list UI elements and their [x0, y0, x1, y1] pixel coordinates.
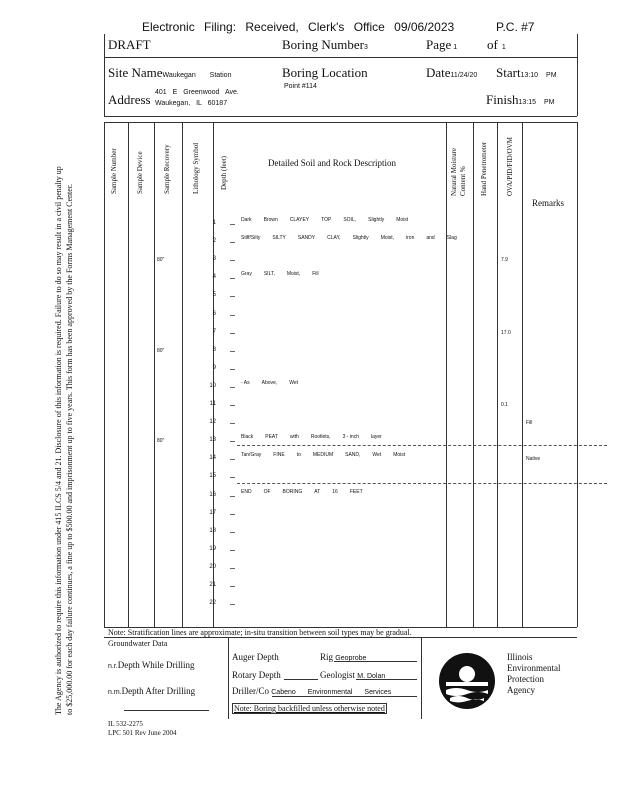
depth-tick — [230, 224, 235, 225]
driller-label: Driller/Co Cabeno Environmental Services — [232, 686, 392, 696]
side-notice-line2: to $25,000.00 for each day failure continues, a fine up to $500.00 and imprisonment up to five years. This form has been approved by the Forms Management Center. — [65, 183, 74, 715]
depth-tick — [230, 496, 235, 497]
col-moisture: Natural Moisture Content % — [450, 147, 467, 196]
depth-tick — [230, 514, 235, 515]
description-word: PEAT — [265, 434, 278, 441]
description-row — [241, 217, 420, 223]
col-sample-recovery: Sample Recovery — [163, 144, 171, 194]
description-word: CLAY, — [327, 235, 341, 242]
address-label: Address — [108, 92, 151, 107]
stratification-line — [237, 445, 607, 446]
side-notice-line1: The Agency is authorized to require this information under 415 ILCS 5/4 and 21. Disclosure of this information is required. Failure to do so may result in a civil penalty up — [54, 166, 63, 715]
depth-tick — [230, 387, 235, 388]
remark-value: Fill — [526, 420, 533, 427]
stratification-line — [237, 483, 607, 484]
description-word: Black — [241, 434, 254, 441]
site-name-label: Site NameWaukegan Station — [108, 65, 232, 80]
depth-label: 8 — [212, 346, 216, 353]
description-word: Stiff/Silty — [241, 235, 261, 242]
depth-tick — [230, 459, 235, 460]
boring-number-label: Boring Number3 — [282, 37, 368, 52]
draft-label: DRAFT — [108, 37, 151, 52]
description-word: iron — [406, 235, 415, 242]
auger-depth-label: Auger Depth — [232, 652, 279, 662]
description-word: Rootlets, — [310, 434, 331, 441]
depth-label: 22 — [209, 600, 216, 607]
description-word: OF — [263, 488, 271, 495]
description-word: Wet — [372, 452, 382, 459]
ova-reading: 17.0 — [501, 329, 511, 336]
description-word: Tan/Gray — [241, 452, 262, 459]
rotary-depth-label: Rotary Depth — [232, 670, 281, 680]
depth-tick — [230, 242, 235, 243]
pc-number: P.C. #7 — [496, 20, 535, 34]
form-revision: LPC 501 Rev June 2004 — [108, 729, 177, 737]
finish-label: Finish13:15 PM — [486, 92, 555, 107]
depth-label: 3 — [212, 256, 216, 263]
depth-label: 20 — [209, 563, 216, 570]
col-sample-device: Sample Device — [136, 151, 144, 194]
depth-tick — [230, 604, 235, 605]
depth-after-drilling: n.m.Depth After Drilling — [108, 686, 196, 696]
of-label: of 1 — [487, 37, 506, 52]
description-word: SILTY — [272, 235, 286, 242]
remark-value: Native — [526, 456, 541, 463]
description-row — [241, 452, 417, 458]
depth-label: 15 — [209, 473, 216, 480]
description-word: TOP — [321, 217, 332, 223]
description-word: Dark — [241, 217, 252, 223]
address-line2: Waukegan, IL 60187 — [155, 100, 228, 107]
depth-label: 16 — [209, 491, 216, 498]
col-penetrometer: Hand Penetrometer — [480, 141, 488, 196]
ova-reading: 0.1 — [501, 402, 508, 408]
page-value: 1 — [453, 44, 458, 51]
depth-label: 1 — [212, 220, 216, 226]
description-word: Moist, — [380, 235, 395, 242]
depth-label: 4 — [212, 274, 216, 281]
depth-tick — [230, 333, 235, 334]
description-word: Fill — [312, 271, 319, 278]
description-row — [241, 271, 331, 277]
depth-label: 21 — [209, 582, 216, 588]
depth-tick — [230, 441, 235, 442]
iepa-logo — [438, 652, 496, 715]
geologist-label: Geologist M. Dolan — [320, 670, 386, 680]
depth-tick — [230, 477, 235, 478]
depth-tick — [230, 260, 235, 261]
depth-label: 11 — [209, 401, 216, 407]
depth-tick — [230, 532, 235, 533]
depth-tick — [230, 351, 235, 352]
col-remarks: Remarks — [532, 198, 564, 208]
rig-value: Geoprobe — [335, 655, 367, 662]
depth-tick — [230, 296, 235, 297]
start-label: Start13:10 PM — [496, 65, 557, 80]
depth-label: 19 — [209, 545, 216, 552]
boring-number-value: 3 — [363, 44, 368, 51]
sample-recovery-value: 80" — [157, 347, 165, 354]
col-ova: OVA/PID/FID/OVM — [506, 137, 514, 196]
col-description: Detailed Soil and Rock Description — [268, 158, 396, 168]
depth-tick — [230, 586, 235, 587]
start-value: 13:10 PM — [520, 72, 557, 79]
description-word: to — [296, 452, 301, 459]
depth-tick — [230, 550, 235, 551]
depth-label: 9 — [212, 364, 216, 371]
depth-label: 10 — [209, 382, 216, 389]
filing-stamp: Electronic Filing: Received, Clerk's Office 09/06/2023 — [142, 20, 455, 34]
description-word: FEET — [349, 488, 363, 495]
description-word: Slag — [446, 235, 457, 242]
description-word: 16 — [332, 488, 338, 495]
description-word: SOIL, — [343, 217, 357, 223]
geologist-value: M. Dolan — [357, 673, 386, 680]
agency-name: Illinois Environmental Protection Agency — [507, 652, 561, 695]
col-lithology-symbol: Lithology Symbol — [192, 142, 200, 194]
finish-value: 13:15 PM — [518, 99, 555, 106]
of-value: 1 — [501, 44, 506, 51]
sample-recovery-value: 80" — [157, 438, 165, 445]
boring-location-label: Boring Location — [282, 65, 368, 80]
sample-recovery-value: 80" — [157, 257, 165, 264]
depth-tick — [230, 405, 235, 406]
description-word: FINE — [273, 452, 285, 459]
description-row — [241, 434, 394, 440]
description-word: Wet — [289, 379, 299, 386]
description-word: Gray — [241, 271, 252, 278]
description-word: CLAYEY — [289, 217, 310, 223]
page-label: Page 1 — [426, 37, 458, 52]
depth-label: 13 — [209, 437, 216, 444]
description-word: Moist — [393, 452, 406, 459]
boring-location-value: Point #114 — [284, 83, 317, 90]
description-row — [241, 489, 375, 495]
description-word: Brown — [263, 217, 278, 223]
description-word: Moist — [396, 217, 409, 223]
depth-tick — [230, 369, 235, 370]
depth-tick — [230, 278, 235, 279]
site-name-value: Waukegan Station — [162, 72, 232, 79]
description-word: - As — [241, 379, 250, 386]
description-row — [241, 380, 310, 386]
description-word: with — [289, 434, 299, 441]
description-word: and — [426, 235, 435, 242]
depth-label: 12 — [209, 419, 216, 426]
depth-tick — [230, 568, 235, 569]
rig-label: Rig Geoprobe — [320, 652, 367, 662]
backfill-note: Note: Boring backfilled unless otherwise noted — [234, 704, 385, 713]
description-word: BORING — [282, 488, 303, 495]
depth-label: 18 — [209, 527, 216, 534]
table-right-border — [577, 122, 578, 627]
description-word: SAND, — [345, 452, 361, 459]
ova-reading: 7.9 — [501, 257, 508, 264]
col-depth: Depth (feet) — [220, 155, 228, 190]
description-word: 3 - inch — [342, 434, 359, 441]
description-word: Above, — [261, 379, 278, 386]
description-word: Slightly — [368, 217, 385, 223]
table-left-border — [104, 122, 105, 627]
groundwater-title: Groundwater Data — [108, 639, 168, 648]
description-word: SANDY — [297, 235, 316, 242]
depth-label: 6 — [212, 310, 216, 317]
depth-tick — [230, 315, 235, 316]
driller-value: Cabeno Environmental Services — [271, 689, 392, 696]
date-label: Date11/24/20 — [426, 65, 478, 80]
description-word: AT — [314, 488, 321, 495]
description-row — [241, 235, 469, 241]
depth-label: 5 — [212, 292, 216, 299]
depth-while-drilling: n.r.Depth While Drilling — [108, 660, 195, 670]
depth-label: 17 — [209, 509, 216, 516]
address-line1: 401 E Greenwood Ave. — [155, 89, 239, 96]
description-word: SILT, — [263, 271, 275, 278]
date-value: 11/24/20 — [450, 72, 478, 79]
stratification-note: Note: Stratification lines are approximate; in-situ transition between soil types may be gradual. — [108, 628, 412, 637]
description-word: layer — [370, 434, 382, 441]
depth-tick — [230, 423, 235, 424]
depth-label: 14 — [209, 455, 216, 462]
col-sample-number: Sample Number — [110, 148, 118, 194]
depth-label: 7 — [212, 328, 216, 335]
description-word: END — [241, 488, 252, 495]
depth-label: 2 — [212, 238, 216, 245]
description-word: Moist, — [286, 271, 301, 278]
form-code: IL 532-2275 — [108, 720, 143, 728]
description-word: Slightly — [352, 235, 369, 242]
description-word: MEDIUM — [312, 452, 334, 459]
